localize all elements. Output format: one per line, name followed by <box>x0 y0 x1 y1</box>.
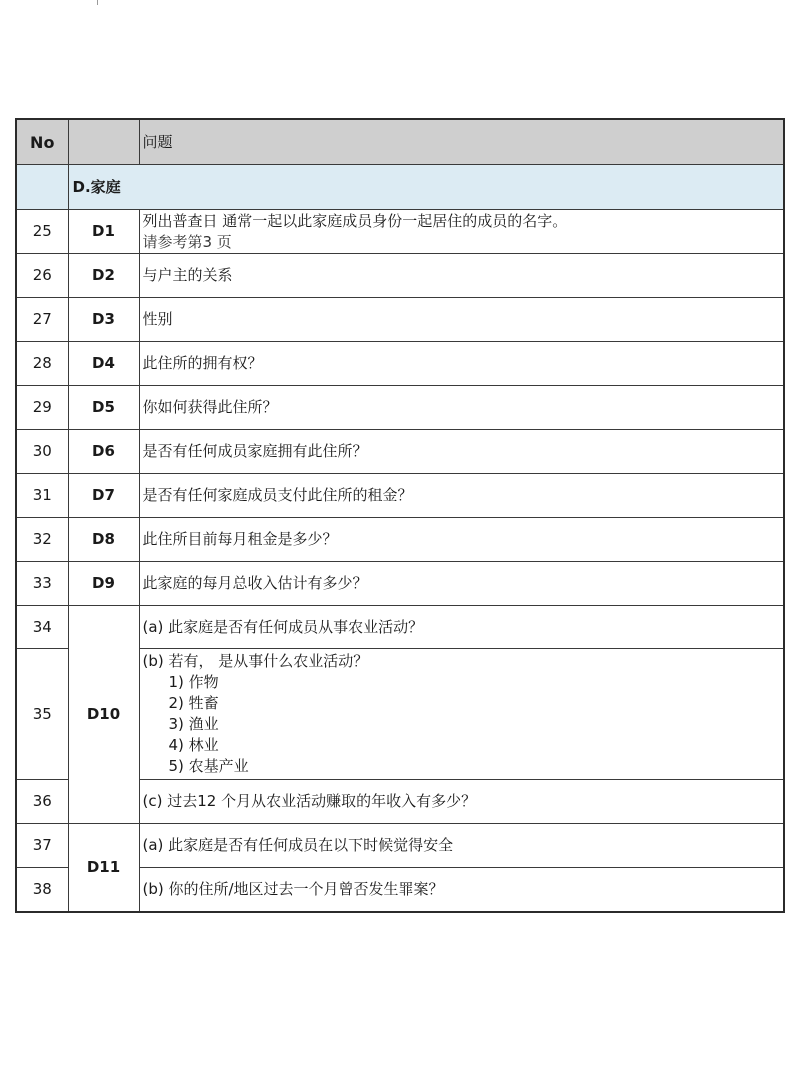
option-item: 2) 牲畜 <box>168 694 219 712</box>
question-code: D4 <box>68 342 139 386</box>
table-row <box>16 254 784 298</box>
question-text: 此住所的拥有权？ <box>139 342 784 386</box>
row-number: 28 <box>16 342 68 386</box>
row-number: 29 <box>16 386 68 430</box>
question-text: (a) 此家庭是否有任何成员在以下时候觉得安全 <box>139 824 784 868</box>
table-row <box>16 518 784 562</box>
question-code: D3 <box>68 298 139 342</box>
row-number: 25 <box>16 210 68 254</box>
question-text: (a) 此家庭是否有任何成员从事农业活动？ <box>139 606 784 649</box>
option-item: 5) 农基产业 <box>168 757 249 775</box>
table-row <box>16 562 784 606</box>
column-header-no: No <box>16 119 68 165</box>
question-text: (c) 过去12 个月从农业活动赚取的年收入有多少？ <box>139 780 784 824</box>
option-item: 3) 渔业 <box>168 715 219 733</box>
question-text: (b) 你的住所/地区过去一个月曾否发生罪案？ <box>139 868 784 913</box>
row-number: 36 <box>16 780 68 824</box>
question-text: (b) 若有， 是从事什么农业活动？ <box>142 652 369 670</box>
table-row <box>16 824 784 868</box>
question-code: D1 <box>68 210 139 254</box>
row-number: 26 <box>16 254 68 298</box>
survey-table <box>15 118 785 913</box>
column-header-question: 问题 <box>139 119 784 165</box>
question-code: D5 <box>68 386 139 430</box>
question-code: D8 <box>68 518 139 562</box>
table-row <box>16 210 784 254</box>
section-row <box>16 165 784 210</box>
top-edge-mark <box>97 0 98 5</box>
question-text: 是否有任何成员家庭拥有此住所？ <box>139 430 784 474</box>
table-row <box>16 386 784 430</box>
table-header-row <box>16 119 784 165</box>
question-cell <box>139 649 784 780</box>
question-code: D6 <box>68 430 139 474</box>
row-number: 35 <box>16 649 68 780</box>
question-code: D2 <box>68 254 139 298</box>
question-cell <box>139 210 784 254</box>
option-list <box>143 672 780 777</box>
section-empty-cell <box>16 165 68 210</box>
column-header-code <box>68 119 139 165</box>
question-code: D10 <box>68 606 139 824</box>
question-code: D9 <box>68 562 139 606</box>
row-number: 30 <box>16 430 68 474</box>
option-item: 4) 林业 <box>168 736 219 754</box>
section-title: D.家庭 <box>68 165 784 210</box>
question-text: 性别 <box>139 298 784 342</box>
question-text: 你如何获得此住所？ <box>139 386 784 430</box>
row-number: 37 <box>16 824 68 868</box>
table-row <box>16 430 784 474</box>
table-row <box>16 474 784 518</box>
row-number: 34 <box>16 606 68 649</box>
row-number: 33 <box>16 562 68 606</box>
table-row <box>16 298 784 342</box>
table-row <box>16 606 784 649</box>
question-text: 与户主的关系 <box>139 254 784 298</box>
question-text: 是否有任何家庭成员支付此住所的租金？ <box>139 474 784 518</box>
question-text: 此家庭的每月总收入估计有多少？ <box>139 562 784 606</box>
table-row <box>16 342 784 386</box>
option-item: 1) 作物 <box>168 673 219 691</box>
row-number: 38 <box>16 868 68 913</box>
question-text: 此住所目前每月租金是多少？ <box>139 518 784 562</box>
row-number: 31 <box>16 474 68 518</box>
question-code: D7 <box>68 474 139 518</box>
row-number: 27 <box>16 298 68 342</box>
row-number: 32 <box>16 518 68 562</box>
question-code: D11 <box>68 824 139 913</box>
question-text: 列出普查日 通常一起以此家庭成员身份一起居住的成员的名字。 <box>142 211 568 230</box>
question-note: 请参考第3 页 <box>142 232 232 251</box>
